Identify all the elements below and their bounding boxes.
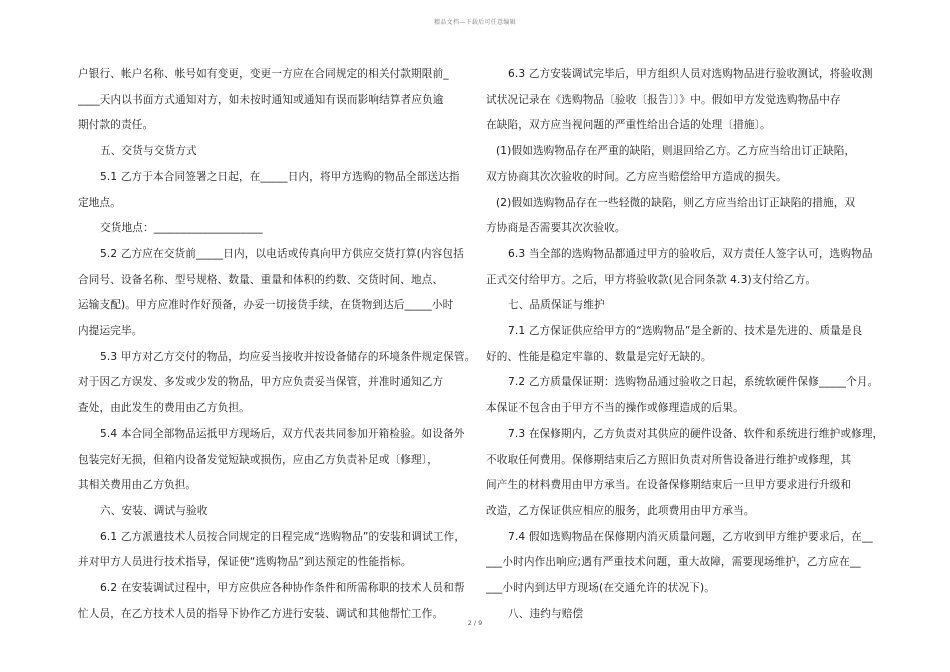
section-heading: 七、品质保证与维护: [508, 299, 605, 312]
text-line: 内提运完毕。: [78, 325, 143, 338]
text-line: 6.3 当全部的选购物品都通过甲方的验收后，双方责任人签字认可，选购物品: [508, 247, 873, 260]
text-line: 正式交付给甲方。之后，甲方将验收款(见合同条款 4.3)支付给乙方。: [486, 273, 817, 286]
text-line: 试状况记录在《选购物品〔验收〔报告〕〕》中。假如甲方发觉选购物品中存: [486, 93, 841, 106]
text-line: 7.2 乙方质量保证期：选购物品通过验收之日起，系统软硬件保修_____个月。: [508, 376, 879, 389]
text-line: ___小时内作出响应;遇有严重技术问题，重大故障，需要现场维护，乙方应在__: [486, 556, 861, 569]
text-line: (2)假如选购物品存在一些轻微的缺陷，则乙方应当给出订正缺陷的措施，双: [496, 196, 856, 209]
section-heading: 五、交货与交货方式: [100, 145, 197, 158]
text-line: 定地点。: [78, 196, 121, 209]
page-number: 2 / 9: [467, 619, 483, 627]
text-line: ___小时内到达甲方现场(在交通允许的状况下)。: [486, 582, 716, 595]
text-line: 7.1 乙方保证供应给甲方的“选购物品”是全新的、技术是先进的、质量是良: [508, 325, 863, 338]
right-column: [486, 62, 888, 627]
text-line: ____天内以书面方式通知对方，如未按时通知或通知有误而影响结算者应负逾: [78, 93, 444, 106]
text-line: 间产生的材料费用由甲方承当。在设备保修期结束后一旦甲方要求进行升级和: [486, 479, 852, 492]
text-line: 在缺陷，双方应当视问题的严重性给出合适的处理〔措施〕。: [486, 119, 771, 132]
text-line: 期付款的责任。: [78, 119, 154, 132]
text-line: 方协商是否需要其次次验收。: [486, 222, 626, 235]
text-line: 5.3 甲方对乙方交付的物品，均应妥当接收并按设备储存的环境条件规定保管。: [100, 350, 476, 363]
text-line: 5.2 乙方应在交货前_____日内，以电话或传真向甲方供应交货打算(内容包括: [100, 247, 464, 260]
text-line: (1)假如选购物品存在严重的缺陷，则退回给乙方。乙方应当给出订正缺陷，: [496, 145, 856, 158]
left-column: [78, 62, 480, 627]
text-line: 5.1 乙方于本合同签署之日起，在_____日内，将甲方选购的物品全部送达指: [100, 170, 460, 183]
text-line: 其相关费用由乙方负担。: [78, 479, 197, 492]
text-line: 6.1 乙方派遣技术人员按合同规定的日程完成“选购物品”的安装和调试工作，: [100, 530, 466, 543]
text-line: 改造，乙方保证供应相应的服务，此项费用由甲方承当。: [486, 504, 755, 517]
section-heading: 八、违约与赔偿: [508, 607, 584, 620]
text-line: 并对甲方人员进行技术指导，保证使“选购物品”到达预定的性能指标。: [78, 556, 412, 569]
text-line: 查处，由此发生的费用由乙方负担。: [78, 402, 250, 415]
text-line: 5.4 本合同全部物品运抵甲方现场后，双方代表共同参加开箱检验。如设备外: [100, 427, 465, 440]
text-line: 不收取任何费用。保修期结束后乙方照旧负责对所售设备进行维护或修理，其: [486, 453, 852, 466]
section-heading: 六、安装、调试与验收: [100, 504, 208, 517]
text-line: 6.3 乙方安装调试完毕后，甲方组织人员对选购物品进行验收测试，将验收测: [508, 68, 873, 80]
text-line: 6.2 在安装调试过程中，甲方应供应各种协作条件和所需称职的技术人员和帮: [100, 582, 465, 595]
text-line: 忙人员，在乙方技术人员的指导下协作乙方进行安装、调试和其他帮忙工作。: [78, 607, 444, 620]
text-line: 交货地点：____________________: [100, 222, 263, 235]
text-line: 7.4 假如选购物品在保修期内消灭质量问题，乙方收到甲方维护要求后，在__: [508, 530, 873, 543]
text-line: 户银行、帐户名称、帐号如有变更，变更一方应在合同规定的相关付款期限前_: [78, 68, 449, 80]
text-line: 好的、性能是稳定牢靠的、数量是完好无缺的。: [486, 350, 712, 363]
text-line: 本保证不包含由于甲方不当的操作或修理造成的后果。: [486, 402, 744, 415]
text-line: 双方协商其次次验收的时间。乙方应当赔偿给甲方造成的损失。: [486, 170, 787, 183]
text-line: 运输支配)。甲方应准时作好预备，办妥一切接货手续，在货物到达后_____小时: [78, 299, 454, 312]
text-line: 7.3 在保修期内，乙方负责对其供应的硬件设备、软件和系统进行维护或修理，: [508, 427, 884, 440]
text-line: 合同号、设备名称、型号规格、数量、重量和体积的约数、交货时间、地点、: [78, 273, 444, 286]
text-line: 包装完好无损，但箱内设备发觉短缺或损伤，应由乙方负责补足或〔修理〕，: [78, 453, 438, 466]
text-line: 对于因乙方误发、多发或少发的物品，甲方应负责妥当保管，并准时通知乙方: [78, 376, 444, 389]
page-header: 精品文档—下载后可任意编辑: [434, 19, 516, 26]
